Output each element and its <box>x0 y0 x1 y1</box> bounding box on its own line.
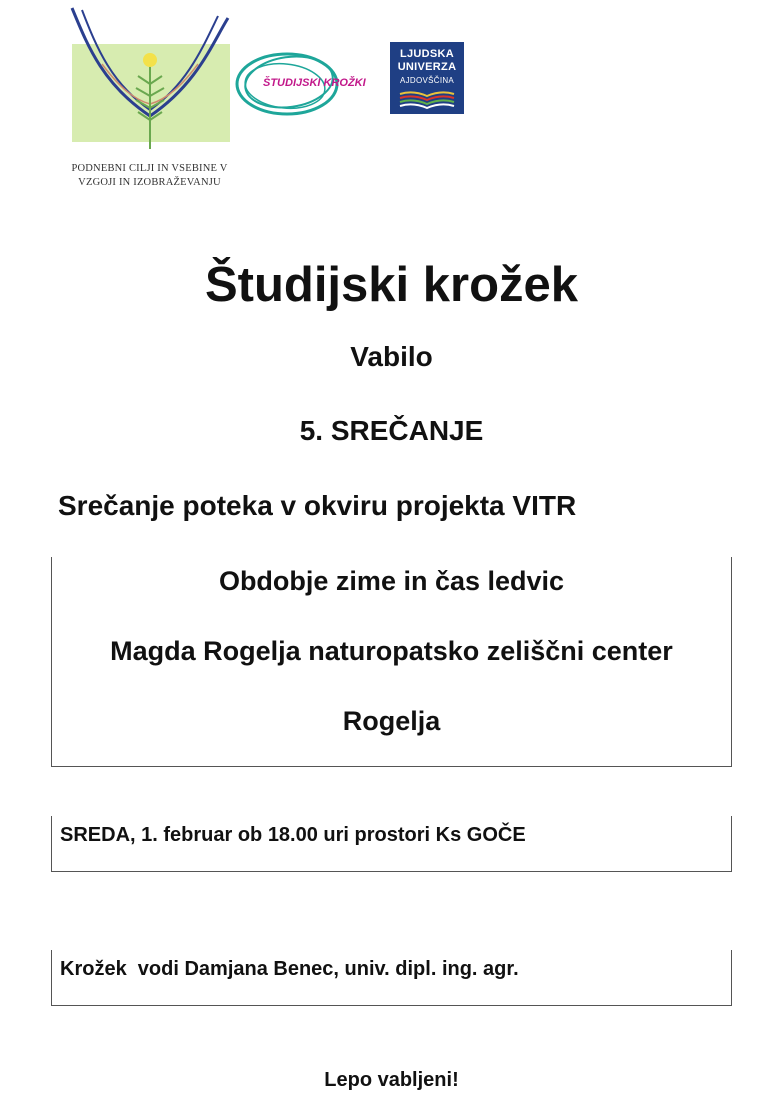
climate-goals-logo <box>62 4 237 194</box>
topic-line-2: Magda Rogelja naturopatsko zeliščni center <box>110 636 673 666</box>
caption-line-2: VZGOJI IN IZOBRAŽEVANJU <box>78 177 221 188</box>
leader-text: Krožek vodi Damjana Benec, univ. dipl. ing. agr. <box>60 958 519 980</box>
closing-text: Lepo vabljeni! <box>324 1069 459 1091</box>
university-line-2: UNIVERZA <box>397 61 457 73</box>
university-line-1: LJUDSKA <box>399 48 455 60</box>
project-line: Srečanje poteka v okviru projekta VITR <box>58 490 577 521</box>
date-place-box <box>51 816 732 872</box>
invitation-label: Vabilo <box>350 341 433 372</box>
university-logo <box>390 42 464 114</box>
study-circles-text: ŠTUDIJSKI KROŽKI <box>263 77 366 89</box>
climate-logo-caption <box>62 162 237 190</box>
swirl-ring-icon <box>231 44 381 124</box>
topic-line-3: Rogelja <box>342 706 441 736</box>
topic-box <box>51 557 732 767</box>
page-title: Študijski krožek <box>204 258 579 312</box>
topic-line-1: Obdobje zime in čas ledvic <box>218 566 565 596</box>
meeting-number: 5. SREČANJE <box>299 415 484 446</box>
hands-plant-icon <box>62 4 237 154</box>
leader-box <box>51 950 732 1006</box>
book-icon <box>398 88 456 110</box>
caption-line-1: PODNEBNI CILJI IN VSEBINE V <box>71 163 228 174</box>
date-place-text: SREDA, 1. februar ob 18.00 uri prostori Ks GOČE <box>60 824 526 846</box>
university-line-3: AJDOVŠČINA <box>399 76 455 85</box>
study-circles-logo <box>231 44 381 124</box>
